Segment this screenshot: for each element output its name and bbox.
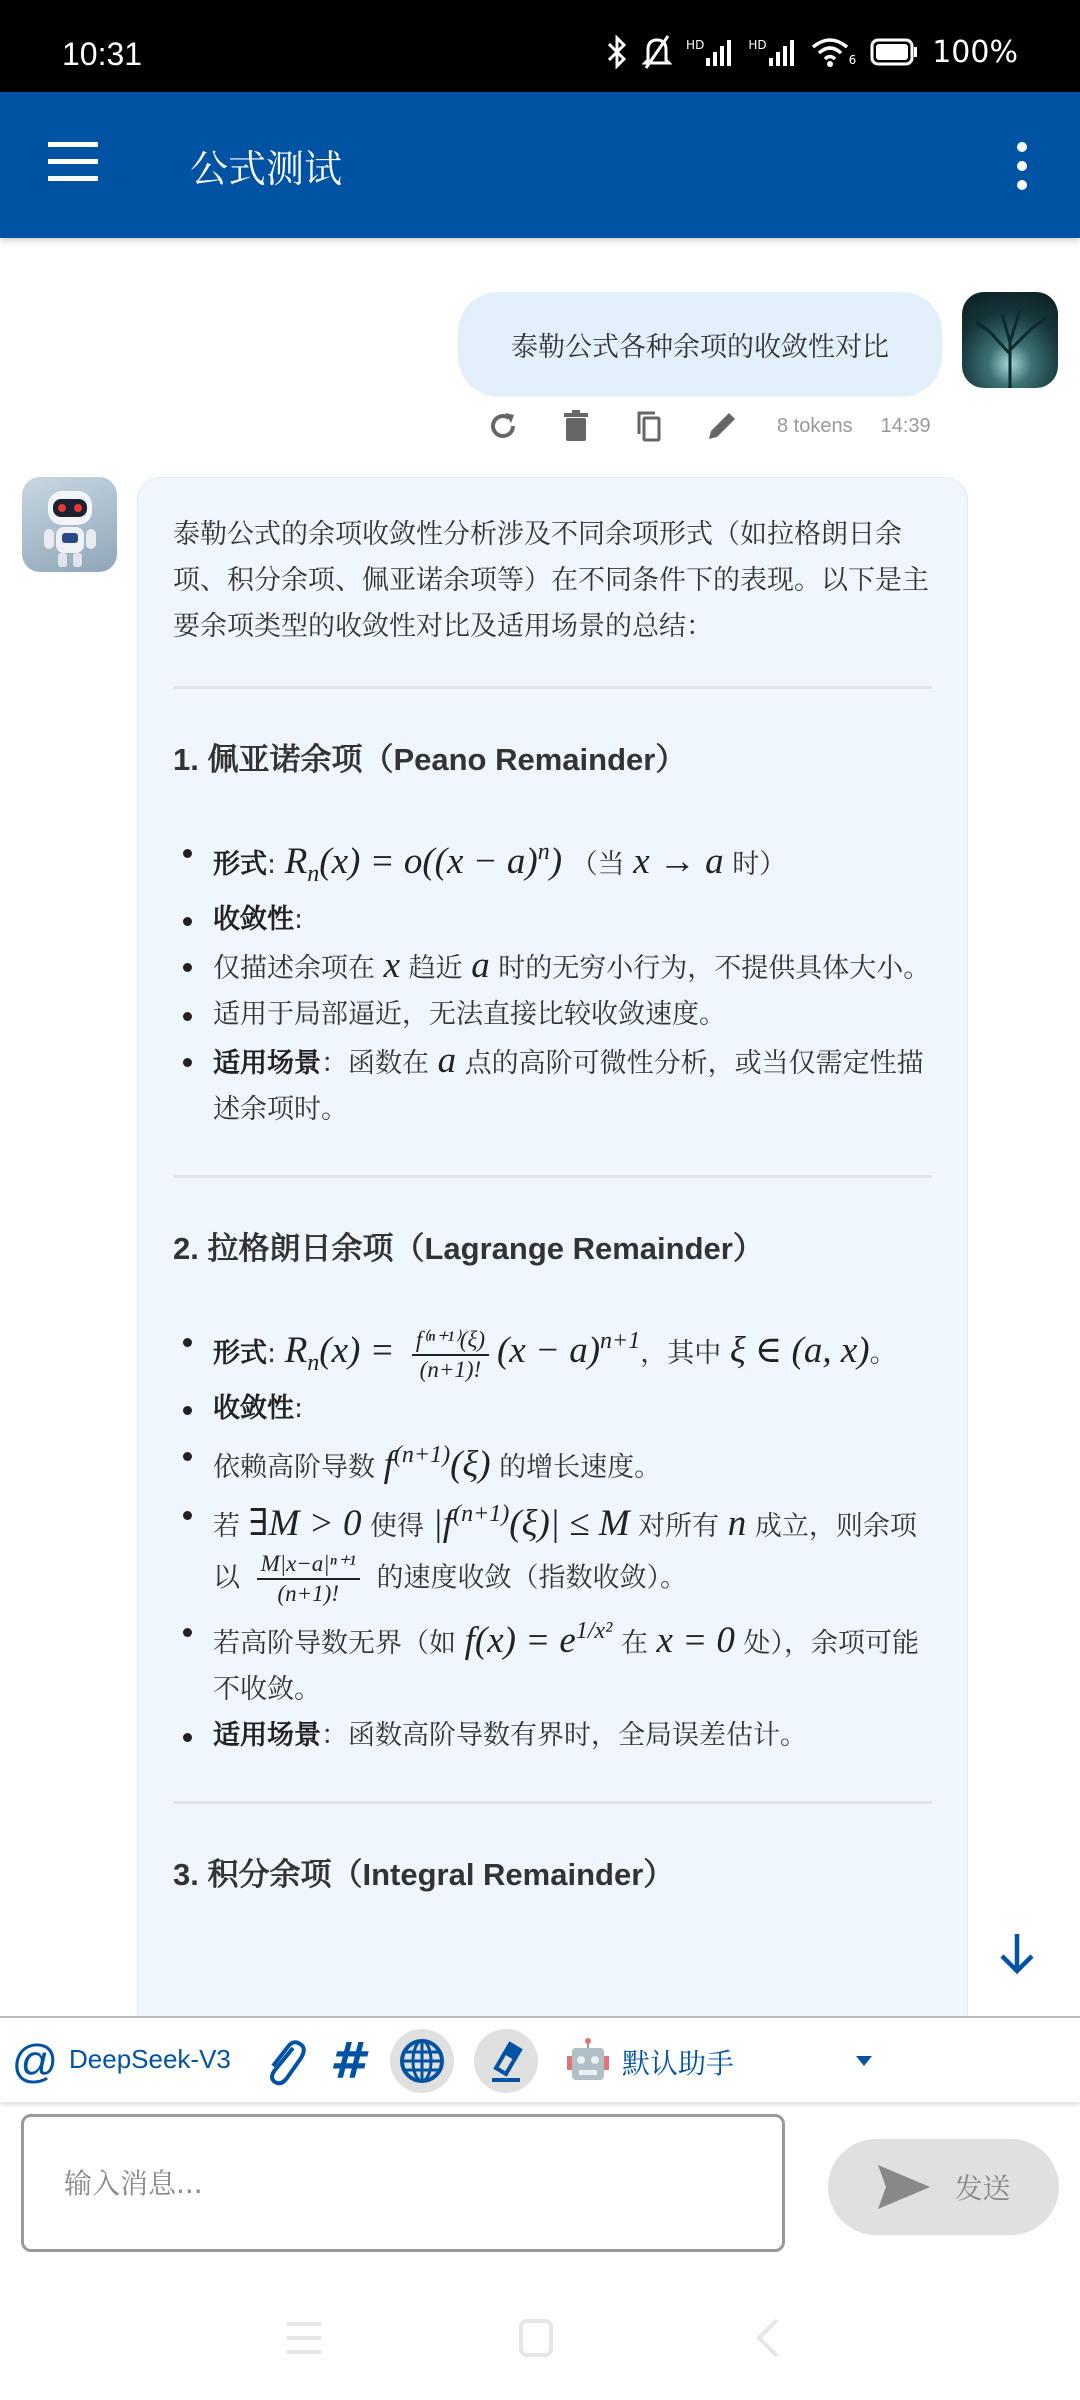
math-subscript: n <box>307 861 320 887</box>
bluetooth-icon <box>606 35 628 69</box>
hash-icon: # <box>329 2032 365 2090</box>
list-item <box>173 1038 932 1133</box>
math-superscript: 1/x² <box>575 1618 613 1644</box>
pencil-icon <box>705 409 739 443</box>
at-icon: @ <box>11 2035 59 2087</box>
section-divider <box>173 686 932 689</box>
math-expression: x <box>383 945 401 986</box>
text: 若高阶导数无界（如 <box>213 1628 465 1659</box>
text: 使得 <box>361 1511 433 1542</box>
signal-icon-1: HD <box>686 38 734 66</box>
bold-label: 适用场景 <box>213 1720 321 1751</box>
web-search-button[interactable] <box>390 2029 454 2093</box>
fraction-denominator: (n+1)! <box>277 1581 339 1606</box>
list-item <box>173 1608 932 1713</box>
composer-toolbar <box>0 2016 1080 2102</box>
list-item <box>173 1386 932 1432</box>
section-divider <box>173 1175 932 1178</box>
list-item <box>173 1318 932 1386</box>
text: ：函数在 <box>321 1048 438 1079</box>
bold-label: 适用场景 <box>213 1048 321 1079</box>
math-expression: |f <box>432 1503 454 1544</box>
text: 处），余项可能不收敛。 <box>213 1628 920 1705</box>
text: : <box>294 1393 304 1424</box>
user-message-text: 泰勒公式各种余项的收敛性对比 <box>511 331 889 363</box>
app-bar <box>0 92 1080 238</box>
list-item <box>173 1491 932 1608</box>
text: ，其中 <box>640 1338 730 1369</box>
math-expression: x = 0 <box>656 1620 735 1661</box>
math-superscript: (n+1) <box>393 1442 451 1468</box>
section-divider <box>173 1801 932 1804</box>
math-superscript: (n+1) <box>453 1501 510 1527</box>
math-subscript: n <box>307 1350 320 1376</box>
section-title: 1. 佩亚诺余项（Peano Remainder） <box>173 742 687 777</box>
math-expression: ) <box>549 841 563 882</box>
assistant-selector[interactable]: 默认助手 <box>622 2047 735 2080</box>
text: ：函数高阶导数有界时，全局误差估计。 <box>321 1720 807 1751</box>
math-superscript: n+1 <box>600 1328 641 1354</box>
attach-button[interactable] <box>260 2018 310 2104</box>
more-options-icon[interactable] <box>1010 142 1034 190</box>
section-title: 3. 积分余项（Integral Remainder） <box>173 1857 675 1892</box>
status-icons <box>606 34 1018 70</box>
bold-label: 收敛性 <box>213 904 294 935</box>
assistant-icon-wrap <box>564 2018 612 2104</box>
text: : <box>267 1338 285 1369</box>
list-item <box>173 897 932 943</box>
text: 。 <box>869 1338 897 1369</box>
battery-percent: 100% <box>932 34 1018 70</box>
send-button[interactable] <box>828 2139 1059 2235</box>
hashtag-button[interactable] <box>324 2018 370 2104</box>
status-time: 10:31 <box>62 36 143 72</box>
text: 趋近 <box>400 953 472 984</box>
text: 对所有 <box>629 1511 728 1542</box>
fraction-numerator: f⁽ⁿ⁺¹⁾(ξ) <box>412 1326 489 1356</box>
fraction-numerator: M|x−a|ⁿ⁺¹ <box>257 1550 360 1580</box>
bullet-list <box>173 1318 932 1759</box>
math-expression: n <box>727 1503 747 1544</box>
text: 适用于局部逼近，无法直接比较收敛速度。 <box>213 999 726 1030</box>
text: 依赖高阶导数 <box>213 1452 384 1483</box>
text: 仅描述余项在 <box>213 953 384 984</box>
math-expression: (x) = o((x − a) <box>319 841 538 882</box>
model-selector[interactable]: DeepSeek-V3 <box>69 2044 231 2074</box>
text: 的速度收敛（指数收敛）。 <box>367 1562 688 1594</box>
text: : <box>267 849 285 880</box>
bullet-list <box>173 829 932 1133</box>
message-time: 14:39 <box>880 414 931 437</box>
bot-intro-text: 泰勒公式的余项收敛性分析涉及不同余项形式（如拉格朗日余项、积分余项、佩亚诺余项等）在不同条件下的表现。以下是主要余项类型的收敛性对比及适用场景的总结： <box>173 519 929 642</box>
message-actions <box>485 406 959 446</box>
math-expression: R <box>284 841 308 882</box>
arrow-down-icon <box>992 1928 1042 1978</box>
bold-label: 收敛性 <box>213 1393 294 1424</box>
math-expression: x → a <box>633 841 724 882</box>
text: : <box>294 904 304 935</box>
math-expression: (x) = <box>319 1330 404 1371</box>
chat-area[interactable] <box>0 238 1080 2017</box>
send-label: 发送 <box>954 2172 1011 2205</box>
text: 时的无穷小行为，不提供具体大小。 <box>489 953 931 984</box>
fraction-denominator: (n+1)! <box>419 1356 482 1382</box>
math-expression: f <box>383 1444 394 1485</box>
user-avatar[interactable] <box>962 292 1058 388</box>
math-expression: f(x) = e <box>464 1620 576 1661</box>
list-item <box>173 992 932 1038</box>
list-item <box>173 829 932 897</box>
scroll-to-bottom-button[interactable] <box>992 1928 1042 1978</box>
text: 时） <box>723 849 787 880</box>
regenerate-button[interactable] <box>485 408 521 444</box>
user-message-bubble[interactable] <box>458 292 942 396</box>
math-expression: ∃M > 0 <box>248 1503 362 1544</box>
globe-icon <box>399 2038 445 2084</box>
eraser-icon <box>486 2038 526 2084</box>
math-expression: a <box>471 945 490 986</box>
signal-icon-2: HD <box>748 38 796 66</box>
math-expression: (x − a) <box>496 1330 601 1371</box>
refresh-icon <box>487 410 519 442</box>
battery-icon <box>870 38 918 66</box>
assistant-dropdown[interactable] <box>852 2018 876 2104</box>
bell-off-icon <box>642 34 672 70</box>
caret-down-icon <box>855 2055 873 2067</box>
bold-label: 形式 <box>213 849 267 880</box>
bot-message-bubble[interactable] <box>137 477 968 2017</box>
token-count: 8 tokens <box>777 414 853 437</box>
text: （当 <box>562 849 634 880</box>
math-expression: ξ ∈ (a, x) <box>729 1330 870 1371</box>
page-title: 公式测试 <box>190 147 343 191</box>
text: 在 <box>612 1628 657 1659</box>
section-title: 2. 拉格朗日余项（Lagrange Remainder） <box>173 1231 764 1266</box>
text: 的增长速度。 <box>490 1452 662 1483</box>
mention-model-button[interactable] <box>10 2018 60 2104</box>
copy-icon <box>635 410 663 442</box>
robot-icon <box>566 2038 610 2084</box>
copy-button[interactable] <box>631 408 667 444</box>
edit-button[interactable] <box>704 408 740 444</box>
list-item <box>173 943 932 992</box>
bot-avatar[interactable] <box>22 477 117 572</box>
send-icon <box>876 2163 932 2211</box>
delete-button[interactable] <box>558 408 594 444</box>
math-expression: (ξ) <box>450 1444 491 1485</box>
math-superscript: n <box>537 839 550 865</box>
recent-apps-icon[interactable] <box>285 2318 323 2358</box>
math-expression: a <box>437 1040 457 1081</box>
list-item <box>173 1713 932 1759</box>
home-icon[interactable] <box>518 2318 554 2358</box>
text: 点的高阶可微性分析，或当仅需定性描述余项时。 <box>213 1048 924 1125</box>
wifi-icon: 6 <box>811 37 857 67</box>
status-bar <box>0 0 1080 92</box>
math-fraction <box>412 1326 489 1384</box>
math-expression: (ξ)| ≤ M <box>509 1503 630 1544</box>
text: 若 <box>213 1511 249 1542</box>
message-input[interactable] <box>21 2114 785 2252</box>
math-expression: R <box>284 1330 308 1371</box>
back-icon[interactable] <box>755 2318 781 2358</box>
bold-label: 形式 <box>213 1338 267 1369</box>
paperclip-icon <box>263 2036 307 2086</box>
list-item <box>173 1432 932 1491</box>
bot-sections <box>173 686 932 1898</box>
menu-icon[interactable] <box>48 142 98 182</box>
trash-icon <box>562 410 590 442</box>
math-fraction <box>257 1550 360 1608</box>
text: 成立，则余项以 <box>213 1511 917 1594</box>
clear-context-button[interactable] <box>474 2029 538 2093</box>
